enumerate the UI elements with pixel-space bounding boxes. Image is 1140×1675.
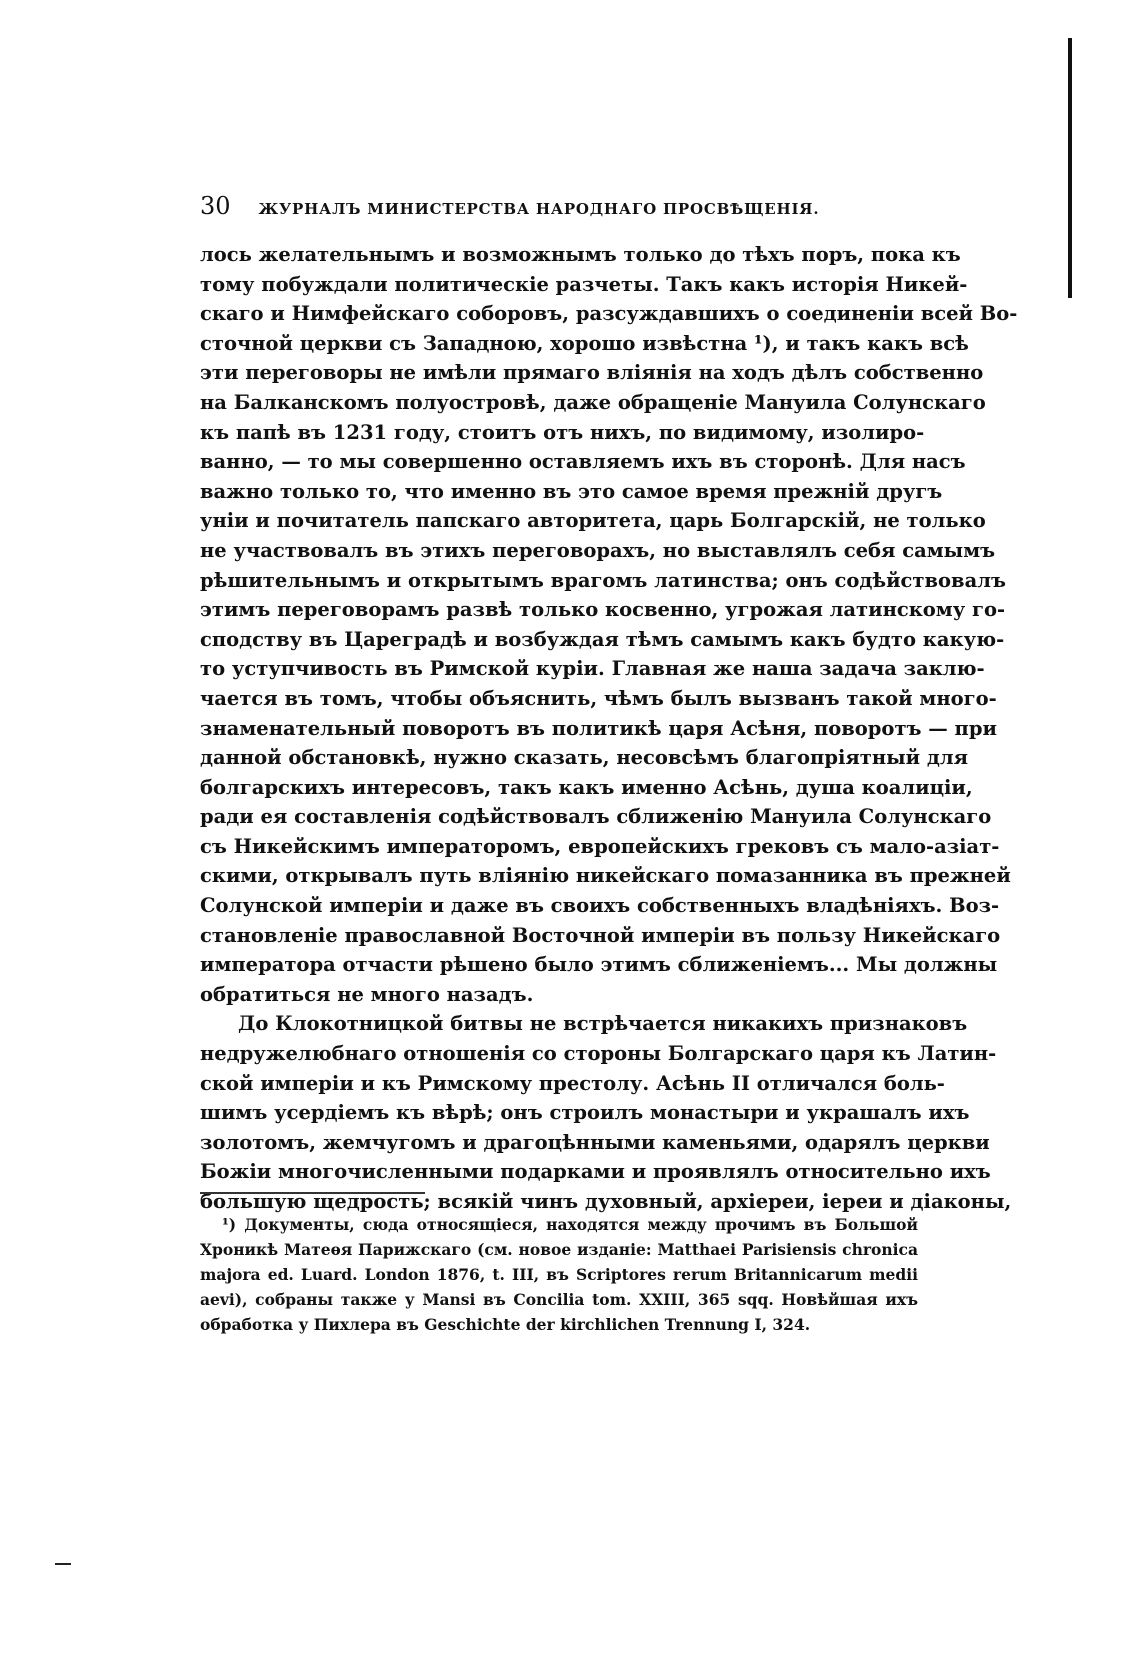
text-line: недружелюбнаго отношенія со стороны Болгарскаго царя къ Латин-	[200, 1042, 997, 1066]
text-line: лось желательнымъ и возможнымъ только до тѣхъ поръ, пока къ	[200, 243, 961, 266]
text-line: важно только то, что именно въ это самое время прежній другъ	[200, 479, 943, 503]
page-number: 30	[200, 192, 231, 220]
footnote-line: Хроникѣ Матеѳя Парижскаго (см. новое изданіе: Matthaei Parisiensis chronica	[200, 1240, 918, 1259]
text-line: становленіе православной Восточной имперіи въ пользу Никейскаго	[200, 923, 1001, 947]
footnote-rule	[200, 1192, 425, 1194]
text-line: то уступчивость въ Римской куріи. Главная же наша задача заклю-	[200, 657, 985, 681]
page-header	[200, 192, 840, 226]
text-line: золотомъ, жемчугомъ и драгоцѣнными каменьями, одарялъ церкви	[200, 1130, 990, 1154]
text-line: рѣшительнымъ и открытымъ врагомъ латинства; онъ содѣйствовалъ	[200, 568, 1006, 592]
text-line: Божіи многочисленными подарками и проявлялъ относительно ихъ	[200, 1160, 991, 1184]
paragraph-2	[200, 1009, 1012, 1216]
text-line: болгарскихъ интересовъ, такъ какъ именно Асѣнь, душа коалиціи,	[200, 775, 973, 799]
text-line: ради ея составленія содѣйствовалъ сближенію Мануила Солунскаго	[200, 805, 992, 829]
text-line: къ папѣ въ 1231 году, стоитъ отъ нихъ, по видимому, изолиро-	[200, 420, 925, 444]
footnote-line: ¹) Документы, сюда относящіеся, находятся между прочимъ въ Большой	[222, 1215, 918, 1234]
text-line: сподству въ Цареградѣ и возбуждая тѣмъ самымъ какъ будто какую-	[200, 627, 1005, 651]
text-line: ской имперіи и къ Римскому престолу. Асѣнь II отличался боль-	[200, 1071, 945, 1095]
text-line: сточной церкви съ Западною, хорошо извѣстна ¹), и такъ какъ всѣ	[200, 331, 969, 355]
text-line: съ Никейскимъ императоромъ, европейскихъ грековъ съ мало-азіат-	[200, 834, 1000, 858]
text-line: Солунской имперіи и даже въ своихъ собственныхъ владѣніяхъ. Воз-	[200, 894, 1000, 918]
text-line: уніи и почитатель папскаго авторитета, царь Болгарскій, не только	[200, 509, 986, 533]
footnote-line: aevi), собраны также у Mansi въ Concilia tom. XXIII, 365 sqq. Новѣйшая ихъ	[200, 1290, 918, 1309]
text-line: тому побуждали политическіе разчеты. Такъ какъ исторія Никей-	[200, 272, 968, 296]
text-line: эти переговоры не имѣли прямаго вліянія на ходъ дѣлъ собственно	[200, 361, 984, 385]
text-line: чается въ томъ, чтобы объяснить, чѣмъ былъ вызванъ такой много-	[200, 686, 997, 710]
text-line: ванно, — то мы совершенно оставляемъ ихъ въ сторонѣ. Для насъ	[200, 450, 966, 474]
text-line: До Клокотницкой битвы не встрѣчается никакихъ признаковъ	[238, 1012, 968, 1036]
text-line: скаго и Нимфейскаго соборовъ, разсуждавшихъ о соединеніи всей Во-	[200, 302, 1018, 326]
text-line: не участвовалъ въ этихъ переговорахъ, но выставлялъ себя самымъ	[200, 538, 996, 562]
text-line: обратиться не много назадъ.	[200, 982, 534, 1006]
main-text	[200, 240, 1018, 1217]
footnote-line: обработка у Пихлера въ Geschichte der kirchlichen Trennung I, 324.	[200, 1315, 811, 1334]
footnote-line: majora ed. Luard. London 1876, t. III, въ Scriptores rerum Britannicarum medii	[200, 1265, 918, 1284]
paragraph-1	[200, 240, 1018, 1009]
text-line: большую щедрость; всякій чинъ духовный, архіереи, іереи и діаконы,	[200, 1190, 1012, 1213]
footnote	[200, 1212, 918, 1337]
scan-corner-mark	[55, 1563, 71, 1565]
running-title: ЖУРНАЛЪ МИНИСТЕРСТВА НАРОДНАГО ПРОСВѢЩЕНІЯ.	[258, 200, 820, 218]
text-line: императора отчасти рѣшено было этимъ сближеніемъ... Мы должны	[200, 953, 998, 977]
text-line: скими, открывалъ путь вліянію никейскаго помазанника въ прежней	[200, 864, 1011, 888]
scan-edge-mark	[1068, 38, 1072, 298]
text-line: шимъ усердіемъ къ вѣрѣ; онъ строилъ монастыри и украшалъ ихъ	[200, 1101, 970, 1125]
text-line: знаменательный поворотъ въ политикѣ царя Асѣня, поворотъ — при	[200, 716, 997, 740]
text-line: данной обстановкѣ, нужно сказать, несовсѣмъ благопріятный для	[200, 746, 969, 770]
text-line: на Балканскомъ полуостровѣ, даже обращеніе Мануила Солунскаго	[200, 390, 986, 414]
text-line: этимъ переговорамъ развѣ только косвенно, угрожая латинскому го-	[200, 598, 1006, 622]
